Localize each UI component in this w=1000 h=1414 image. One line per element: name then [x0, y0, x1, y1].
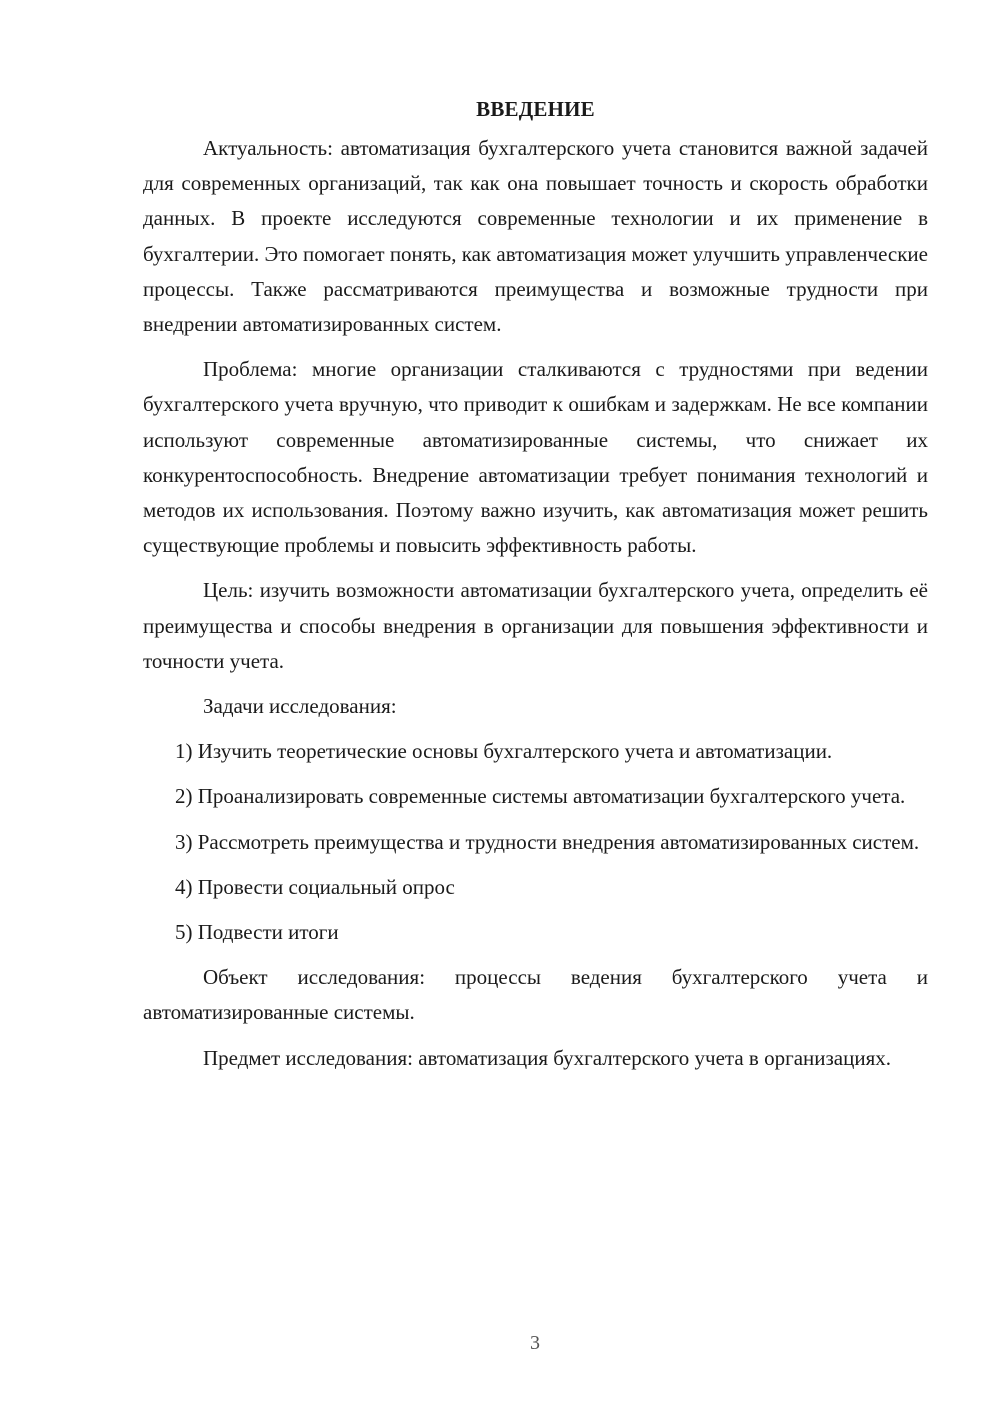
page-title: ВВЕДЕНИЕ — [476, 97, 595, 121]
tasks-heading: Задачи исследования: — [203, 694, 397, 719]
task-item-5: 5) Подвести итоги — [175, 920, 339, 945]
task-item-1: 1) Изучить теоретические основы бухгалтерского учета и автоматизации. — [175, 739, 833, 764]
paragraph-problem: Проблема: многие организации сталкиваются с трудностями при ведении бухгалтерского учета вручную, что приводит к ошибкам и задержкам. Не все компании используют современные автоматизированные системы, что снижает их конкурентоспособность. Внедрение автоматизации требует понимания технологий и методов их использования. Поэтому важно изучить, как автоматизация может решить существующие проблемы и повысить эффективность работы. — [143, 357, 928, 558]
paragraph-subject: Предмет исследования: автоматизация бухгалтерского учета в организациях. — [203, 1045, 891, 1070]
paragraph-goal: Цель: изучить возможности автоматизации бухгалтерского учета, определить её преимущества и способы внедрения в организации для повышения эффективности и точности учета. — [143, 578, 928, 673]
paragraph-relevance: Актуальность: автоматизация бухгалтерского учета становится важной задачей для современных организаций, так как она повышает точность и скорость обработки данных. В проекте исследуются современные технологии и их применение в бухгалтерии. Это помогает понять, как автоматизация может улучшить управленческие процессы. Также рассматриваются преимущества и возможные трудности при внедрении автоматизированных систем. — [143, 136, 928, 337]
document-page — [143, 92, 928, 1086]
paragraph-object: Объект исследования: процессы ведения бухгалтерского учета и автоматизированные системы. — [143, 965, 928, 1025]
task-item-3: 3) Рассмотреть преимущества и трудности внедрения автоматизированных систем. — [175, 829, 920, 854]
task-item-4: 4) Провести социальный опрос — [175, 874, 455, 899]
task-item-2: 2) Проанализировать современные системы автоматизации бухгалтерского учета. — [175, 784, 906, 809]
page-number: 3 — [530, 1332, 540, 1354]
